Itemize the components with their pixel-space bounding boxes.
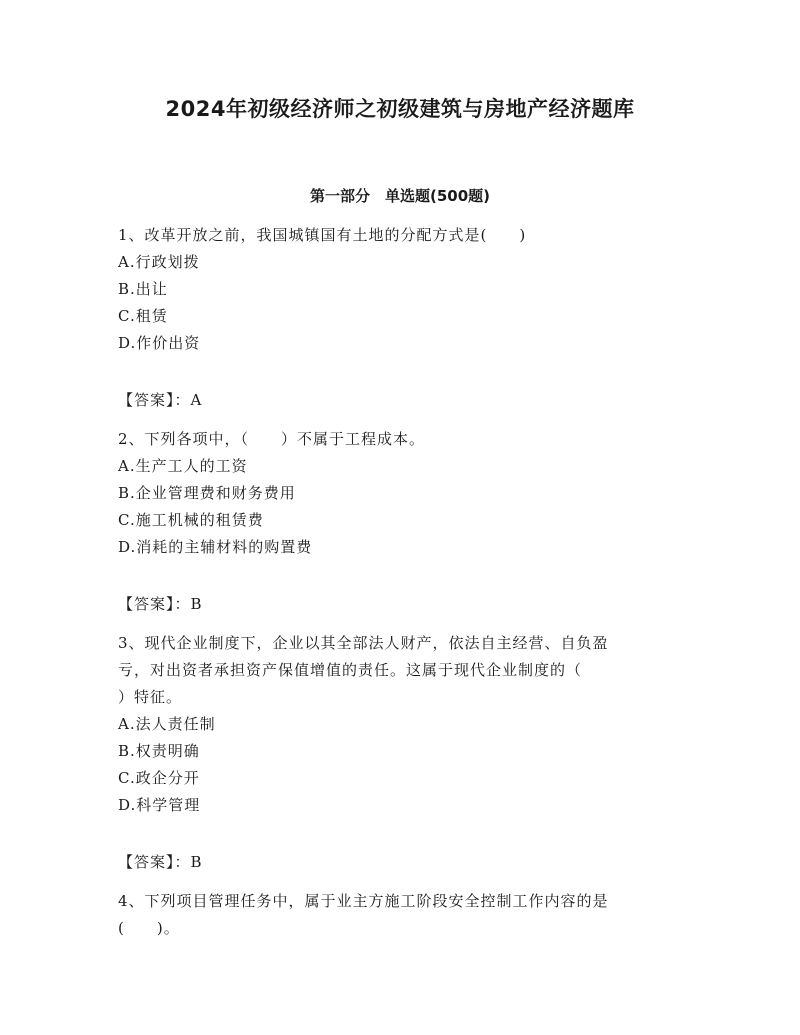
question-2 — [118, 426, 688, 561]
option-d: D.消耗的主辅材料的购置费 — [118, 538, 313, 556]
option-c: C.租赁 — [118, 307, 168, 325]
option-c: C.施工机械的租赁费 — [118, 511, 264, 529]
question-stem-line-3: ）特征。 — [118, 688, 183, 706]
question-stem-line-1: 3、现代企业制度下，企业以其全部法人财产，依法自主经营、自负盈 — [118, 634, 609, 652]
option-a: A.生产工人的工资 — [118, 457, 248, 475]
option-c: C.政企分开 — [118, 769, 200, 787]
answer-3: 【答案】：B — [118, 853, 203, 871]
question-stem-line-2: ( )。 — [118, 919, 180, 937]
option-b: B.企业管理费和财务费用 — [118, 484, 296, 502]
option-a: A.行政划拨 — [118, 253, 200, 271]
option-a: A.法人责任制 — [118, 715, 216, 733]
question-stem-line-2: 亏，对出资者承担资产保值增值的责任。这属于现代企业制度的（ — [118, 661, 583, 679]
question-stem-line-1: 4、下列项目管理任务中，属于业主方施工阶段安全控制工作内容的是 — [118, 892, 609, 910]
question-3 — [118, 630, 688, 819]
option-b: B.权责明确 — [118, 742, 200, 760]
question-stem: 2、下列各项中，（ ）不属于工程成本。 — [118, 430, 426, 448]
section-heading: 第一部分 单选题(500题) — [309, 187, 491, 205]
option-b: B.出让 — [118, 280, 168, 298]
question-stem: 1、改革开放之前，我国城镇国有土地的分配方式是( ) — [118, 226, 527, 244]
document-title: 2024年初级经济师之初级建筑与房地产经济题库 — [165, 97, 635, 121]
question-1 — [118, 222, 688, 357]
option-d: D.作价出资 — [118, 334, 201, 352]
answer-2: 【答案】：B — [118, 595, 203, 613]
option-d: D.科学管理 — [118, 796, 201, 814]
answer-1: 【答案】：A — [118, 391, 203, 409]
question-4 — [118, 888, 688, 942]
